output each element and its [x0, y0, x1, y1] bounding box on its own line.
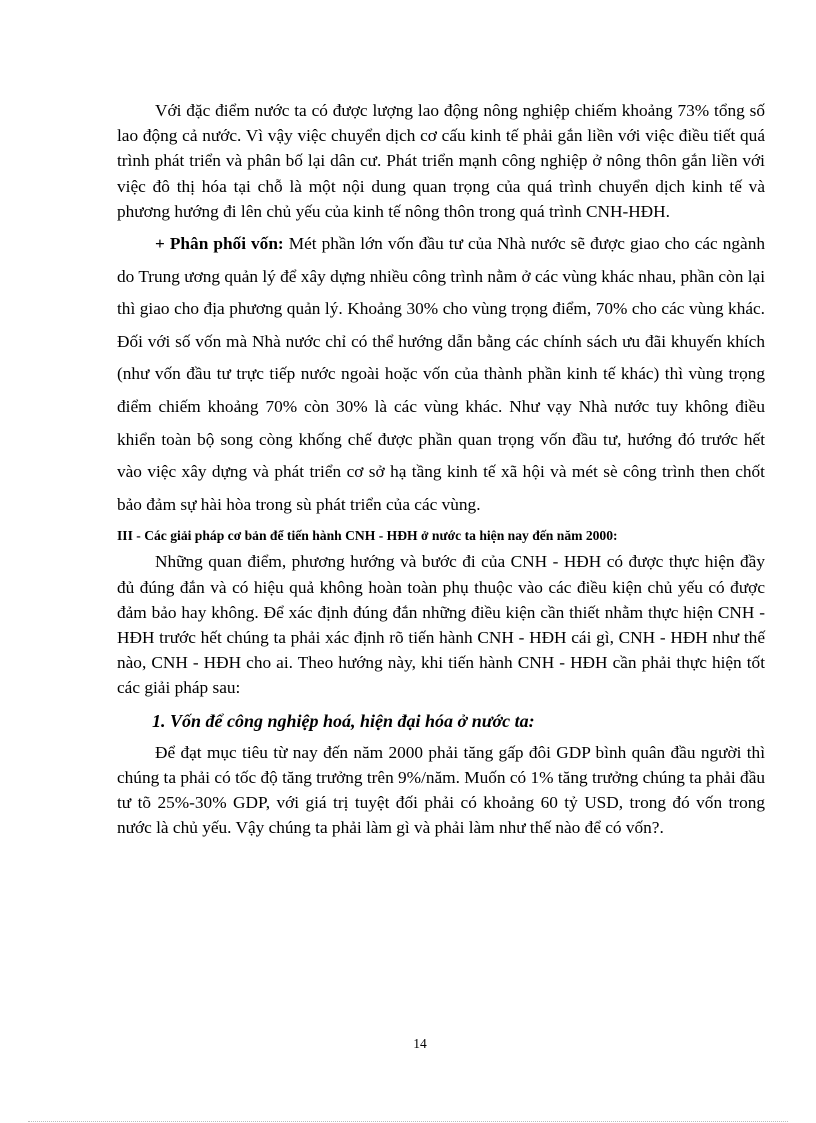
capital-allocation-body: Mét phần lớn vốn đầu tư của Nhà nước sẽ được giao cho các ngành do Trung ương quản lý để xây dựng nhiều công trình nằm ở các vùng khác nhau, phần còn lại thì giao cho địa phương quản lý. Khoảng 30% cho vùng trọng điểm, 70% cho các vùng khác. Đối với số vốn mà Nhà nước chỉ có thể hướng dẫn bằng các chính sách ưu đãi khuyến khích (như vốn đầu tư trực tiếp nước ngoài hoặc vốn của thành phần kinh tế khác) thì vùng trọng điểm chiếm khoảng 70% còn 30% là các vùng khác. Như vạy Nhà nước tuy không điều khiển toàn bộ song còng khống chế được phần quan trọng vốn đầu tư, hướng đó trước hết vào việc xây dựng và phát triển cơ sở hạ tầng kinh tế xã hội và mét sè công trình then chốt bảo đảm sự hài hòa trong sù phát triển của các vùng.	[117, 234, 765, 514]
paragraph-capital-allocation	[117, 228, 765, 521]
page-bottom-rule	[28, 1121, 788, 1122]
paragraph-solutions-intro: Những quan điểm, phương hướng và bước đi của CNH - HĐH có được thực hiện đầy đủ đúng đắn và có hiệu quả không hoàn toàn phụ thuộc vào các điều kiện chủ yếu có được đảm bảo hay không. Để xác định đúng đắn những điều kiện cần thiết nhằm thực hiện CNH - HĐH trước hết chúng ta phải xác định rõ tiến hành CNH - HĐH cái gì, CNH - HĐH như thế nào, CNH - HĐH cho ai. Theo hướng này, khi tiến hành CNH - HĐH cần phải thực hiện tốt các giải pháp sau:	[117, 552, 765, 698]
page-number: 14	[413, 1036, 427, 1051]
paragraph-labor-restructuring: Với đặc điểm nước ta có được lượng lao động nông nghiệp chiếm khoảng 73% tổng số lao động cả nước. Vì vậy việc chuyển dịch cơ cấu kinh tế phải gắn liền với việc điều tiết quá trình phát triển và phân bố lại dân cư. Phát triển mạnh công nghiệp ở nông thôn gắn liền với việc đô thị hóa tại chỗ là một nội dung quan trọng của quá trình chuyển dịch kinh tế và phương hướng đi lên chủ yếu của kinh tế nông thôn trong quá trình CNH-HĐH.	[117, 101, 765, 221]
section-heading-iii: III - Các giải pháp cơ bản để tiến hành CNH - HĐH ở nước ta hiện nay đến năm 2000:	[117, 528, 618, 544]
capital-allocation-lead: + Phân phối vốn:	[155, 234, 284, 254]
subheading-capital: 1. Vốn để công nghiệp hoá, hiện đại hóa ở nước ta:	[152, 710, 535, 731]
paragraph-gdp-target: Để đạt mục tiêu từ nay đến năm 2000 phải tăng gấp đôi GDP bình quân đầu người thì chúng ta phải có tốc độ tăng trưởng trên 9%/năm. Muốn có 1% tăng trưởng chúng ta phải đầu tư tõ 25%-30% GDP, với giá trị tuyệt đối phải có khoảng 60 tỷ USD, trong đó vốn trong nước là chủ yếu. Vậy chúng ta phải làm gì và phải làm như thế nào để có vốn?.	[117, 742, 765, 838]
page-body	[117, 98, 765, 840]
